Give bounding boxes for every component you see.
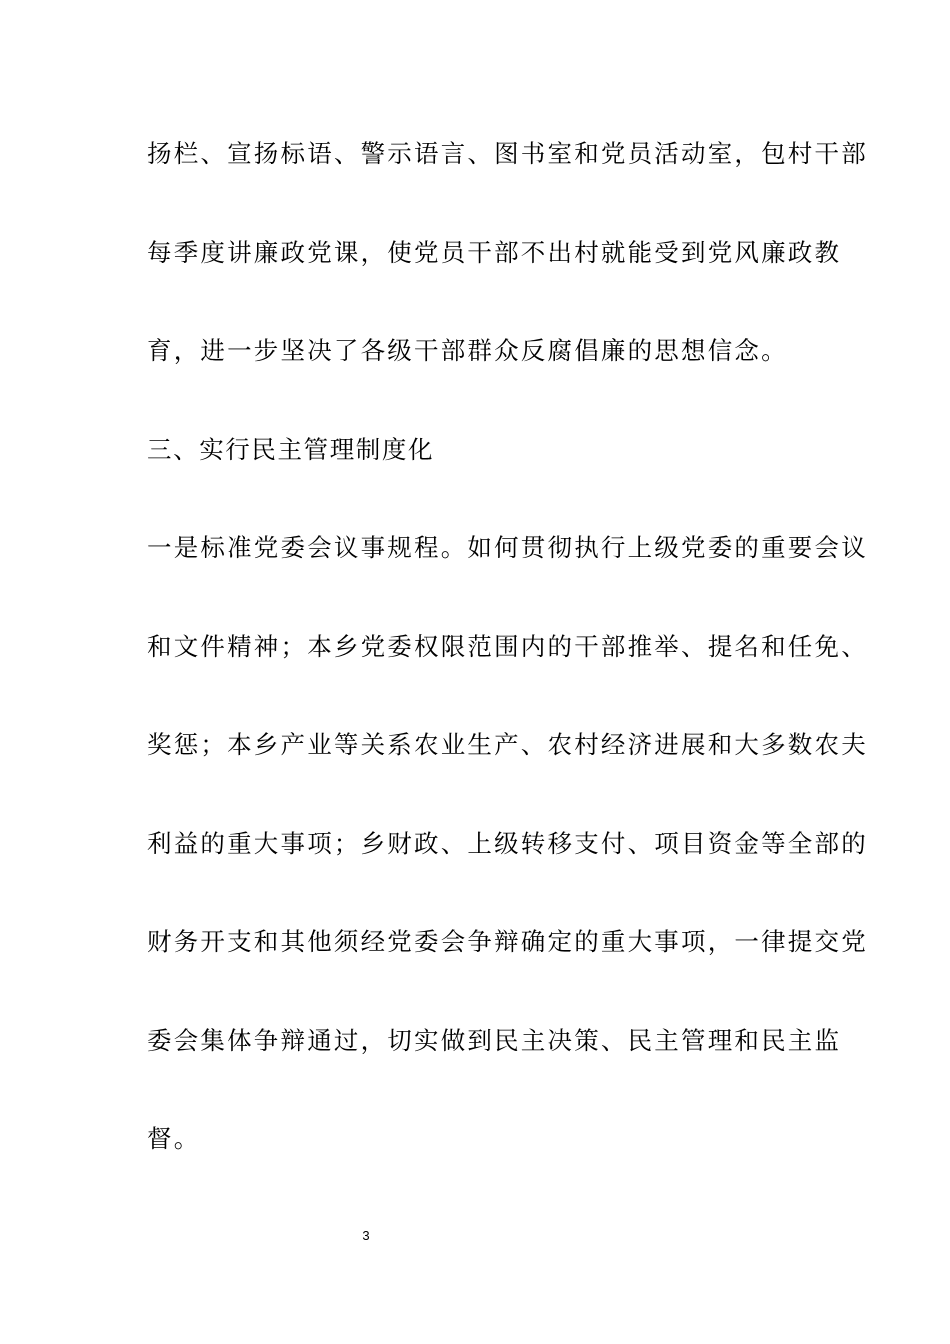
- text-line: 督。: [147, 1124, 201, 1153]
- section-heading: 三、实行民主管理制度化: [147, 434, 435, 464]
- text-line: 一是标准党委会议事规程。如何贯彻执行上级党委的重要会议: [147, 533, 868, 562]
- document-body: [147, 130, 868, 1214]
- text-line: 扬栏、宣扬标语、警示语言、图书室和党员活动室，包村干部: [147, 139, 868, 168]
- page-number: 3: [362, 1228, 370, 1243]
- text-line: 财务开支和其他须经党委会争辩确定的重大事项，一律提交党: [147, 927, 868, 956]
- text-line: 每季度讲廉政党课，使党员干部不出村就能受到党风廉政教: [147, 237, 842, 267]
- text-line: 和文件精神；本乡党委权限范围内的干部推举、提名和任免、: [147, 631, 868, 661]
- text-line: 育，进一步坚决了各级干部群众反腐倡廉的思想信念。: [147, 336, 788, 365]
- text-line: 利益的重大事项；乡财政、上级转移支付、项目资金等全部的: [147, 828, 868, 858]
- text-line: 委会集体争辩通过，切实做到民主决策、民主管理和民主监: [147, 1025, 842, 1055]
- text-line: 奖惩；本乡产业等关系农业生产、农村经济进展和大多数农夫: [147, 730, 868, 759]
